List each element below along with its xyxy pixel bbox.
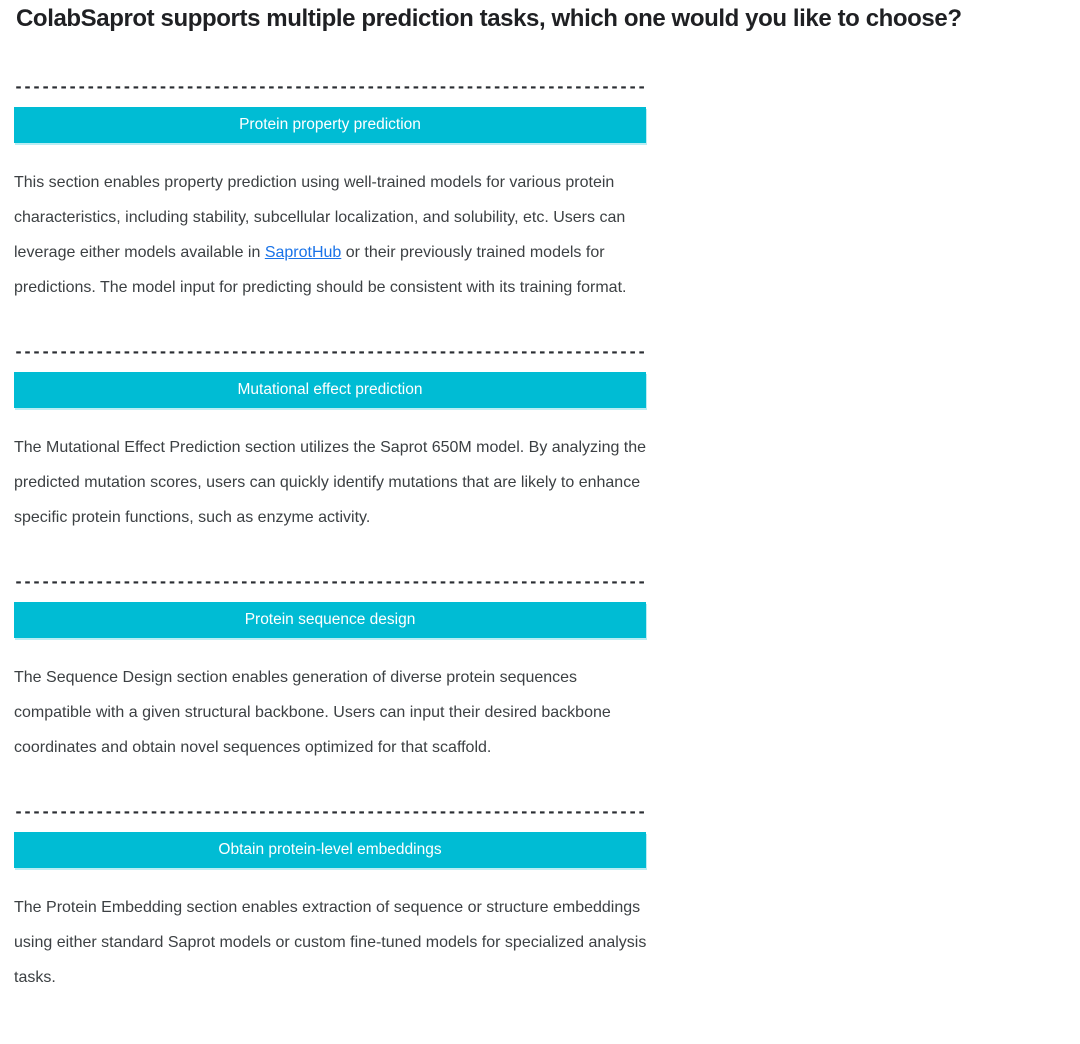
task-banner-sequence-design: Protein sequence design — [14, 602, 646, 638]
description-text: This section enables property prediction using well-trained models for various protein characteristics, including stability, subcellular localization, and solubility, etc. Users can leverage either models available in — [14, 174, 626, 261]
task-section-property-prediction — [14, 80, 1080, 305]
task-description-mutational-effect: The Mutational Effect Prediction section utilizes the Saprot 650M model. By analyzing the predicted mutation scores, users can quickly identify mutations that are likely to enhance specific protein functions, such as enzyme activity. — [14, 439, 647, 526]
section-divider: ---------------------------------------------------------------------- — [14, 805, 647, 819]
saprothub-link[interactable]: SaprotHub — [264, 244, 342, 261]
task-description-protein-embeddings: The Protein Embedding section enables extraction of sequence or structure embeddings using either standard Saprot models or custom fine-tuned models for specialized analysis tasks. — [14, 899, 647, 986]
task-section-sequence-design — [14, 575, 1080, 765]
description-text: or their previously trained models for predictions. The model input for predicting should be consistent with its training format. — [14, 244, 627, 296]
section-divider: ---------------------------------------------------------------------- — [14, 80, 647, 94]
task-banner-mutational-effect: Mutational effect prediction — [14, 372, 646, 408]
task-banner-protein-embeddings: Obtain protein-level embeddings — [14, 832, 646, 868]
section-divider: ---------------------------------------------------------------------- — [14, 345, 647, 359]
task-description-property-prediction — [14, 165, 650, 305]
section-divider: ---------------------------------------------------------------------- — [14, 575, 647, 589]
task-banner-property-prediction: Protein property prediction — [14, 107, 646, 143]
page-title: ColabSaprot supports multiple prediction tasks, which one would you like to choose? — [16, 5, 962, 32]
task-section-protein-embeddings — [14, 805, 1080, 995]
task-section-mutational-effect — [14, 345, 1080, 535]
task-description-sequence-design: The Sequence Design section enables generation of diverse protein sequences compatible with a given structural backbone. Users can input their desired backbone coordinates and obtain novel sequences optimized for that scaffold. — [14, 669, 611, 756]
